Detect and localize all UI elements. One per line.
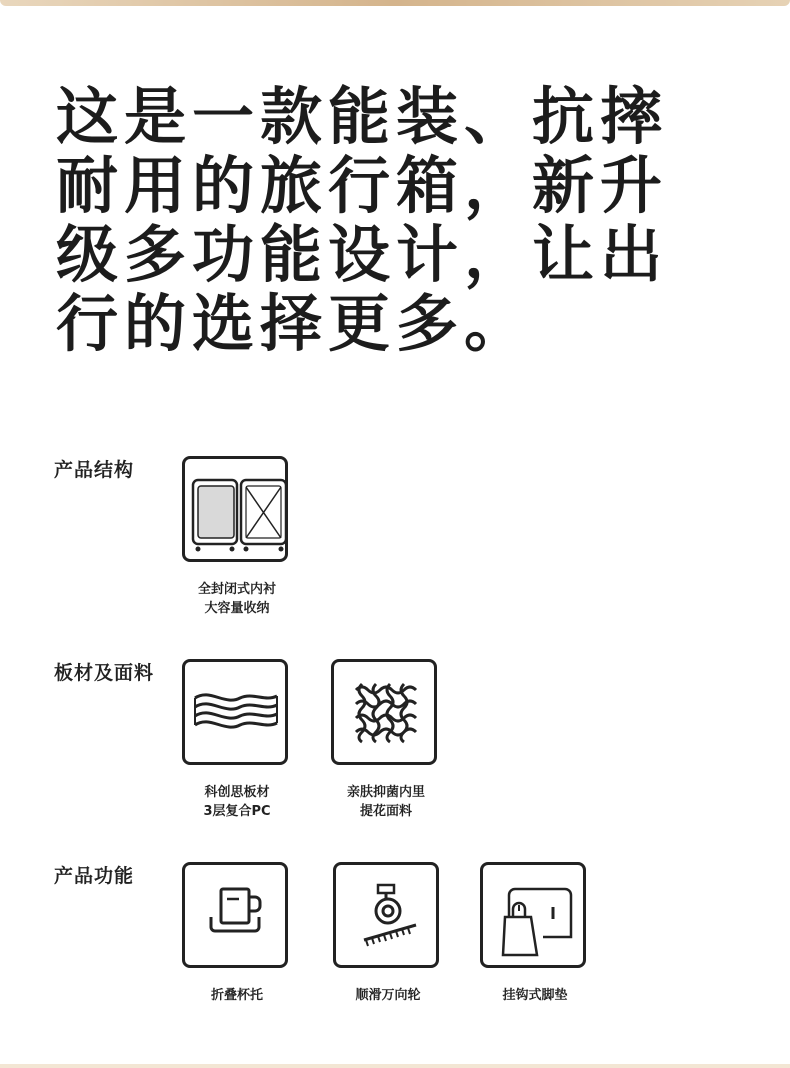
section-title-structure: 产品结构: [54, 459, 135, 481]
headline-line: 这是一款能装、抗摔: [56, 80, 669, 153]
caption-fabric: [316, 783, 456, 821]
caption-line: 亲肤抑菌内里: [346, 785, 425, 800]
caption-line: 挂钩式脚垫: [502, 988, 568, 1003]
hook-bag-icon: [480, 862, 586, 968]
caption-line: 科创思板材: [204, 785, 270, 800]
headline-line: 级多功能设计，让出: [56, 218, 669, 291]
fabric-weave-icon: [331, 659, 437, 765]
caption-hook: [465, 986, 605, 1005]
cup-holder-icon: [182, 862, 288, 968]
caption-board: [167, 783, 307, 821]
caption-structure: [167, 580, 307, 618]
section-title-material: 板材及面料: [54, 662, 155, 684]
caption-line: 折叠杯托: [210, 988, 263, 1003]
section-title-function: 产品功能: [54, 865, 135, 887]
open-suitcase-icon: [182, 456, 288, 562]
caption-line: 提花面料: [359, 804, 412, 819]
caption-wheel: [318, 986, 458, 1005]
wheel-icon: [333, 862, 439, 968]
headline-line: 行的选择更多。: [56, 287, 533, 360]
layers-icon: [182, 659, 288, 765]
caption-cup-holder: [167, 986, 307, 1005]
headline: [56, 82, 696, 358]
bottom-decor-strip: [0, 1064, 790, 1068]
caption-line: 大容量收纳: [204, 601, 270, 616]
caption-line: 全封闭式内衬: [197, 582, 276, 597]
top-decor-strip: [0, 0, 790, 6]
headline-line: 耐用的旅行箱，新升: [56, 149, 669, 222]
caption-line: 顺滑万向轮: [355, 988, 421, 1003]
caption-line: 3层复合PC: [203, 804, 271, 819]
